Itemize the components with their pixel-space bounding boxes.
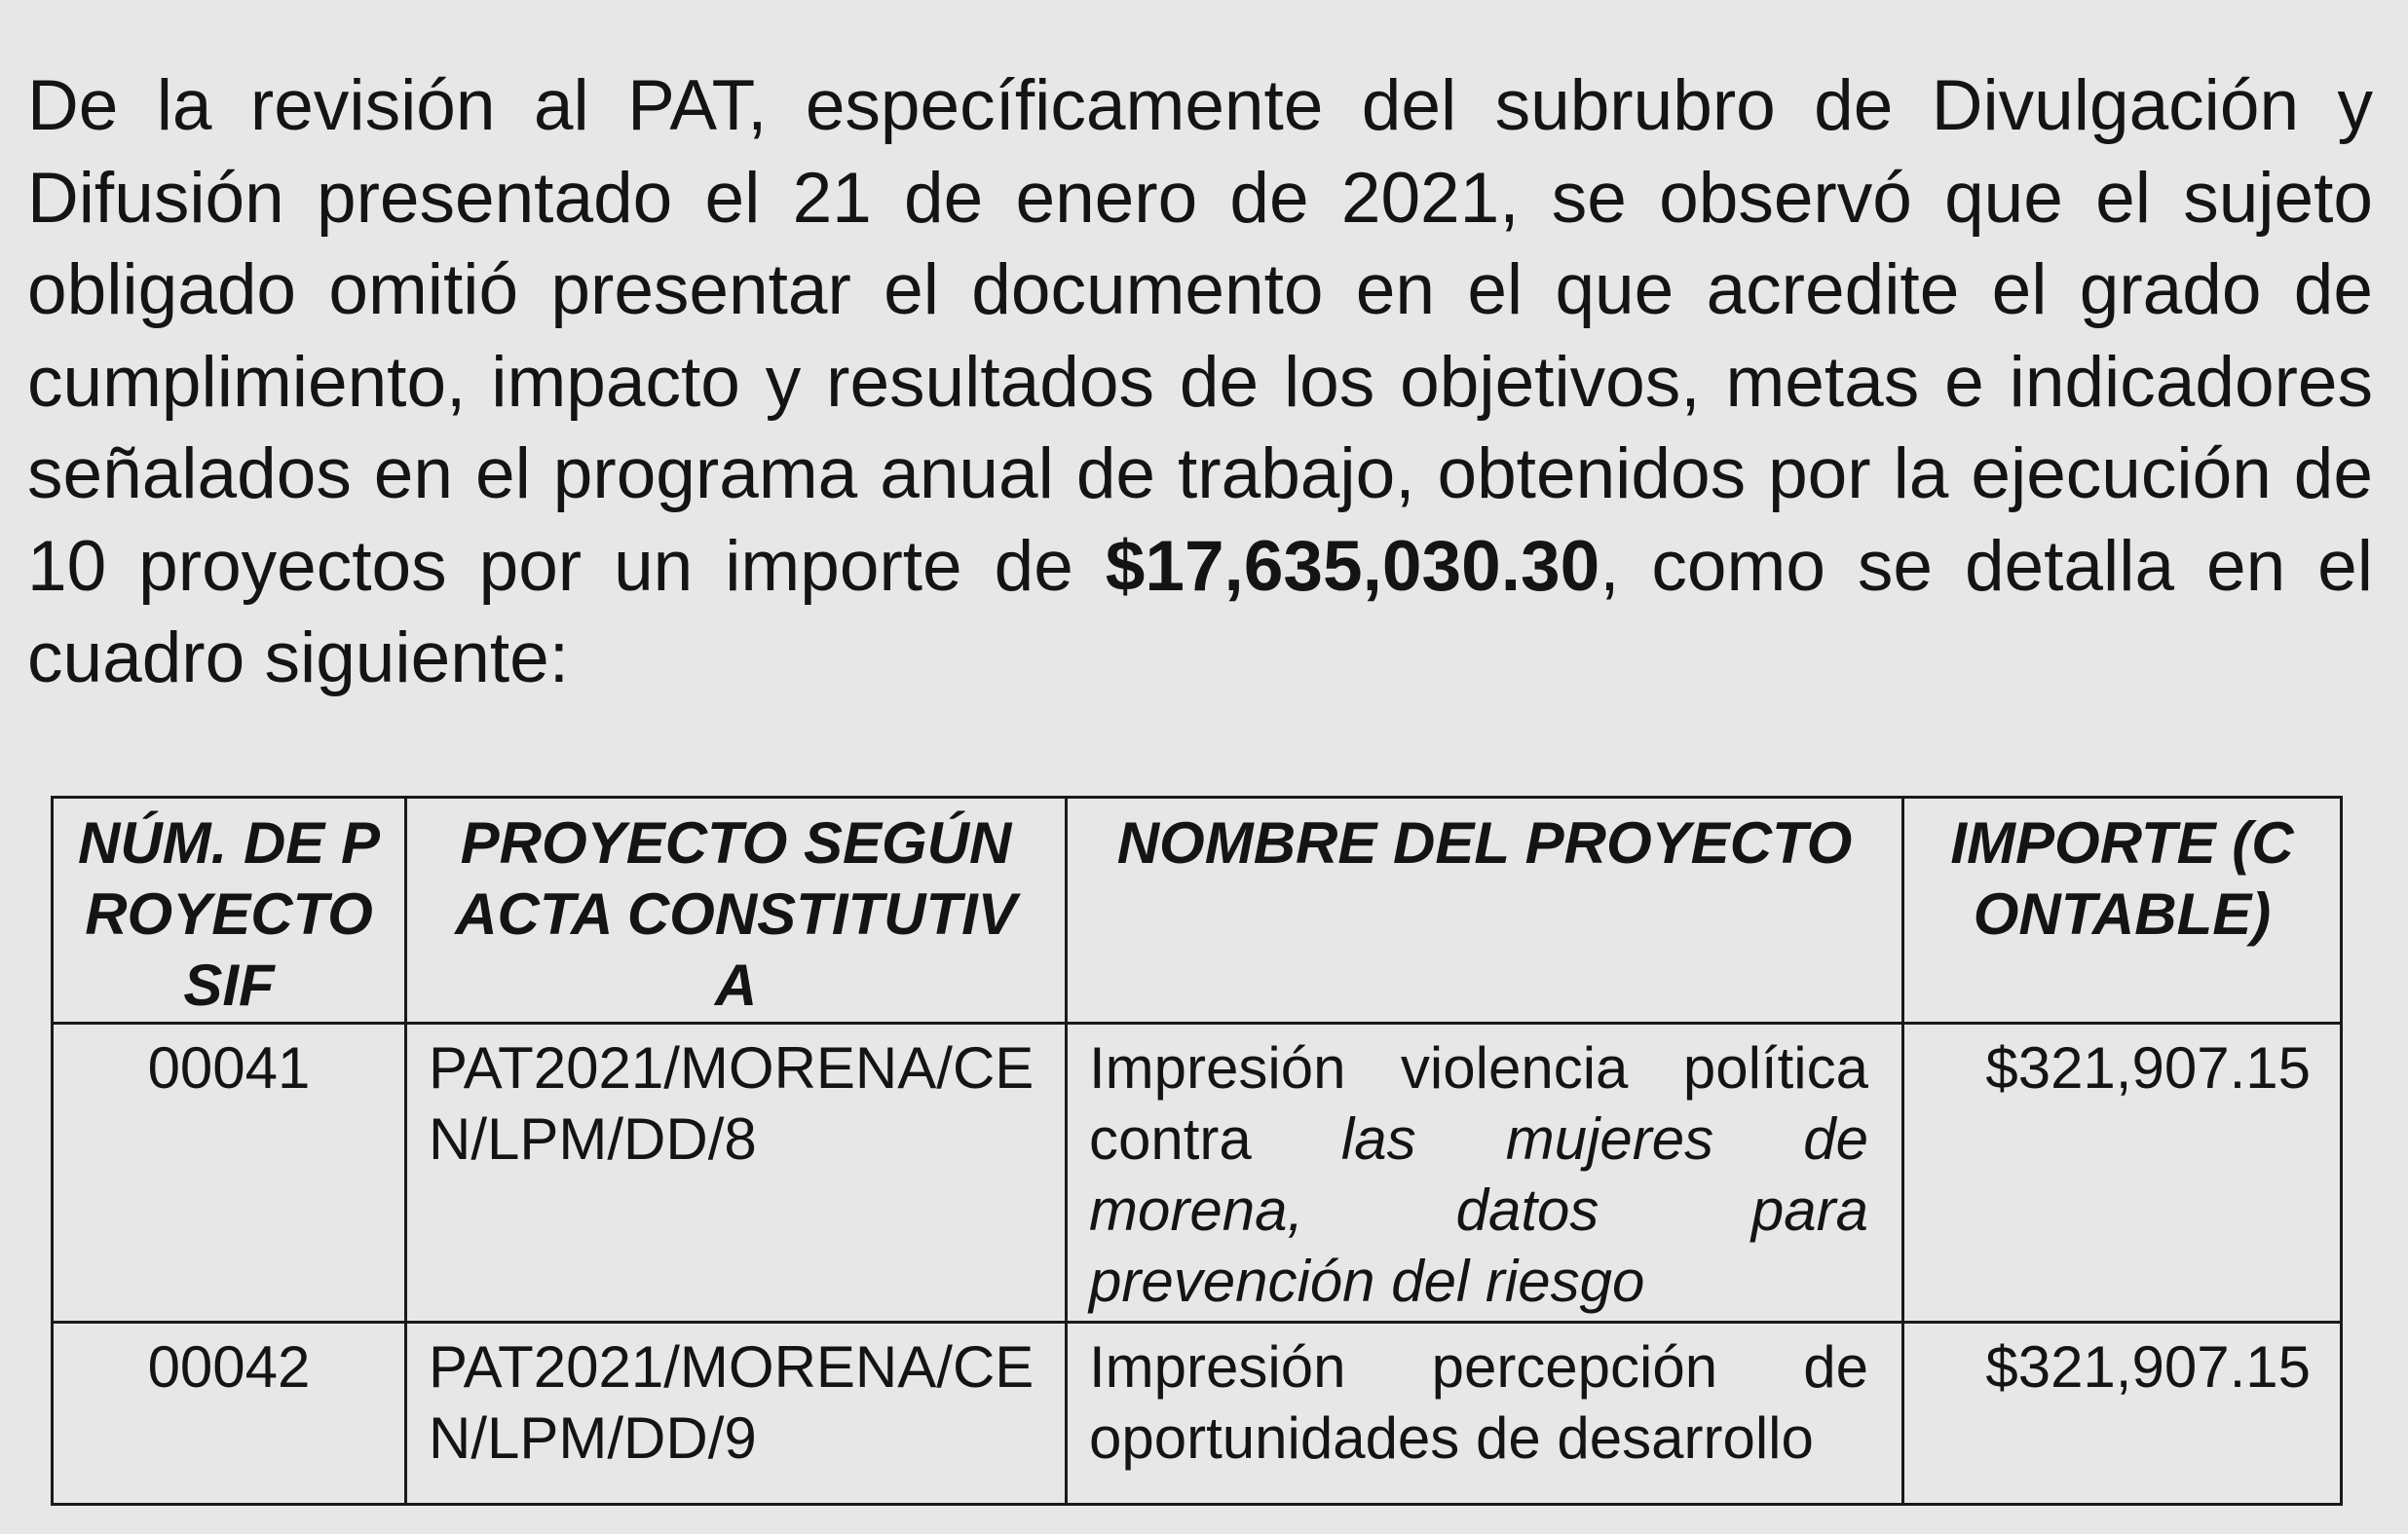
intro-text-end: , como se detalla en el cuadro siguiente: <box>27 526 2373 697</box>
header-importe: IMPORTE (CONTABLE) <box>1903 798 2342 1024</box>
cell-importe: $321,907.15 <box>1903 1323 2342 1505</box>
cell-nombre <box>1067 1323 1903 1505</box>
intro-text: De la revisión al PAT, específicamente del subrubro de Divulgación y Difusión presentado el 21 de enero de 2021, se observó que el sujeto obligado omitió presentar el documento en el que acredite el grado de cumplimiento, impacto y resultados de los objetivos, metas e indicadores señalados en el programa anual de trabajo, obtenidos por la ejecución de 10 proyectos por un importe de <box>27 66 2373 606</box>
header-nombre-proyecto: NOMBRE DEL PROYECTO <box>1067 798 1903 1024</box>
cell-importe: $321,907.15 <box>1903 1024 2342 1323</box>
projects-table-container <box>51 796 2343 1506</box>
cell-nombre-text: Impresión percepción de oportunidades de desarrollo <box>1089 1334 1868 1471</box>
cell-acta: PAT2021/MORENA/CEN/LPM/DD/8 <box>406 1024 1067 1323</box>
intro-amount: $17,635,030.30 <box>1105 526 1600 606</box>
table-row <box>53 1024 2342 1323</box>
cell-num: 00041 <box>53 1024 406 1323</box>
projects-table <box>51 796 2343 1506</box>
header-proyecto-acta: PROYECTO SEGÚN ACTA CONSTITUTIVA <box>406 798 1067 1024</box>
table-row <box>53 1323 2342 1505</box>
cell-num: 00042 <box>53 1323 406 1505</box>
header-num-proyecto-sif: NÚM. DE PROYECTO SIF <box>53 798 406 1024</box>
cell-acta: PAT2021/MORENA/CEN/LPM/DD/9 <box>406 1323 1067 1505</box>
table-header-row <box>53 798 2342 1024</box>
cell-nombre-italic-text: las mujeres de morena, datos para prevención del riesgo <box>1089 1106 1868 1314</box>
cell-nombre <box>1067 1024 1903 1323</box>
cell-nombre-text: Impresión violencia política contra <box>1089 1035 1868 1172</box>
intro-paragraph <box>27 60 2373 705</box>
